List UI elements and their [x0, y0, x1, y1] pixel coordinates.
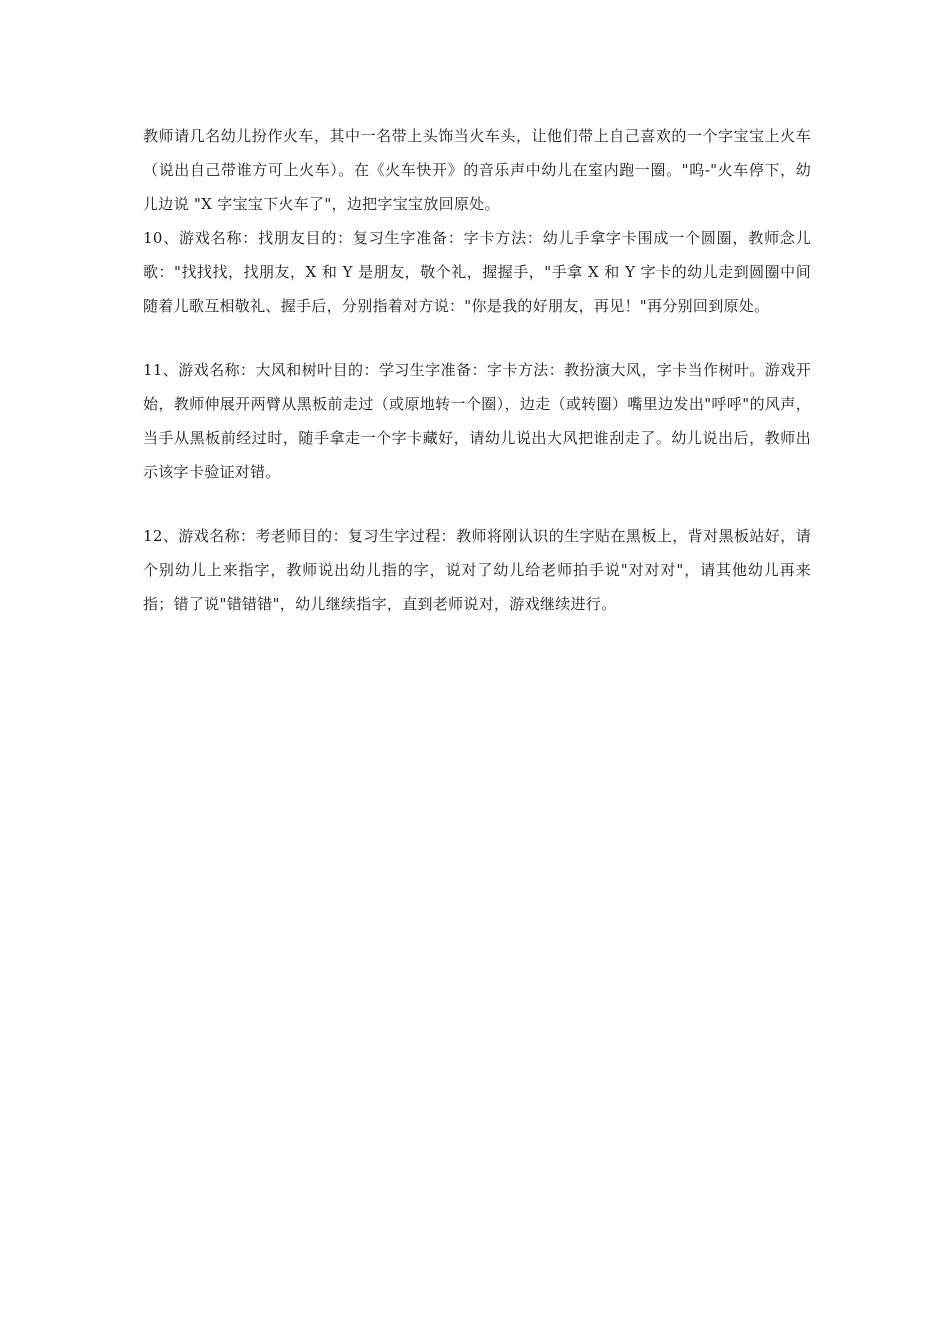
paragraph-game-11-wind-and-leaves: 11、游戏名称：大风和树叶目的：学习生字准备：字卡方法：教扮演大风，字卡当作树叶。游戏开始，教师伸展开两臂从黑板前走过（或原地转一个圈），边走（或转圈）嘴里边发出"呼呼"的风声，当手从黑板前经过时，随手拿走一个字卡藏好，请幼儿说出大风把谁刮走了。幼儿说出后，教师出示该字卡验证对错。 — [143, 361, 811, 481]
paragraph-game-10-find-friends: 10、游戏名称：找朋友目的：复习生字准备：字卡方法：幼儿手拿字卡围成一个圆圈，教师念儿歌："找找找，找朋友，X 和 Y 是朋友，敬个礼，握握手，"手拿 X 和 Y 字卡的幼儿走到圆圈中间随着儿歌互相敬礼、握手后，分别指着对方说："你是我的好朋友，再见！"再分别回到原处。 — [143, 229, 811, 315]
document-body — [143, 119, 811, 621]
paragraph-game-12-test-teacher: 12、游戏名称：考老师目的：复习生字过程：教师将刚认识的生字贴在黑板上，背对黑板站好，请个别幼儿上来指字，教师说出幼儿指的字，说对了幼儿给老师拍手说"对对对"，请其他幼儿再来指；错了说"错错错"，幼儿继续指字，直到老师说对，游戏继续进行。 — [143, 527, 811, 613]
paragraph-train-game: 教师请几名幼儿扮作火车，其中一名带上头饰当火车头，让他们带上自己喜欢的一个字宝宝上火车（说出自己带谁方可上火车）。在《火车快开》的音乐声中幼儿在室内跑一圈。"呜-"火车停下，幼儿边说 "X 字宝宝下火车了"，边把字宝宝放回原处。 — [143, 127, 811, 213]
